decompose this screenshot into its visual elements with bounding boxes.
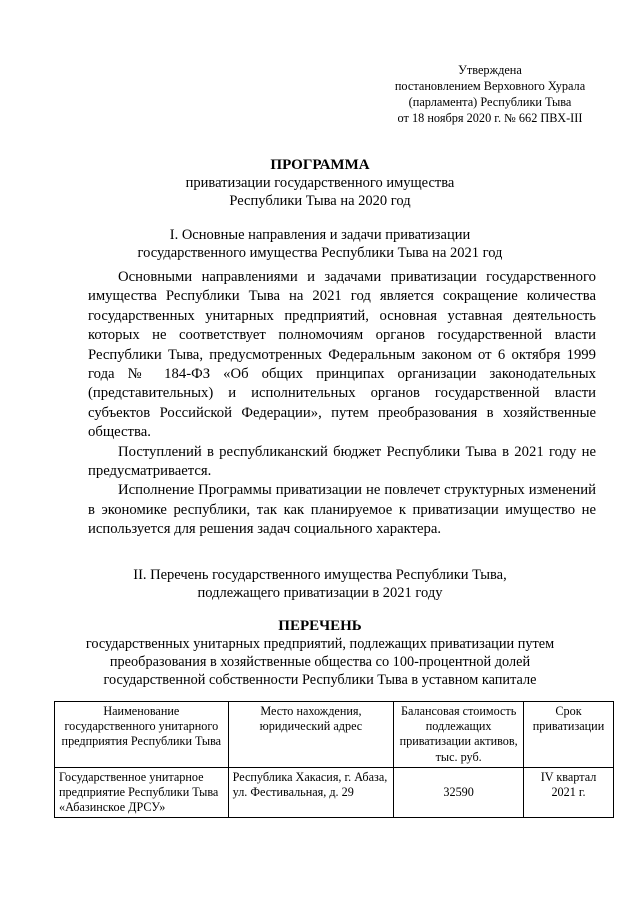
- program-subtitle: [0, 174, 640, 210]
- approval-line: от 18 ноября 2020 г. № 662 ПВХ-III: [397, 111, 583, 125]
- section1-heading: [0, 226, 640, 262]
- approval-stamp: [370, 62, 610, 126]
- section2-heading-line: II. Перечень государственного имущества Республики Тыва,: [133, 567, 507, 583]
- approval-line: постановлением Верховного Хурала: [394, 79, 586, 93]
- list-subtitle-line: государственной собственности Республики Тыва в уставном капитале: [103, 672, 537, 688]
- cell-name: Государственное унитарное предприятие Республики Тыва «Абазинское ДРСУ»: [55, 767, 229, 818]
- section2-heading: [0, 566, 640, 602]
- list-subtitle-line: государственных унитарных предприятий, подлежащих приватизации путем: [85, 636, 555, 652]
- list-subtitle: [40, 635, 600, 689]
- cell-term: IV квартал 2021 г.: [524, 767, 614, 818]
- table-row: [55, 767, 614, 818]
- cell-address: Республика Хакасия, г. Абаза, ул. Фестивальная, д. 29: [228, 767, 394, 818]
- list-subtitle-line: преобразования в хозяйственные общества со 100-процентной долей: [109, 654, 531, 670]
- column-header-term: Срок приватизации: [524, 702, 614, 768]
- table-header-row: [55, 702, 614, 768]
- approval-line: (парламента) Республики Тыва: [408, 95, 572, 109]
- cell-value: 32590: [394, 767, 524, 818]
- list-title: ПЕРЕЧЕНЬ: [278, 618, 362, 634]
- program-subtitle-line: приватизации государственного имущества: [185, 175, 455, 191]
- section2-heading-line: подлежащего приватизации в 2021 году: [197, 585, 443, 601]
- section1-body: [88, 268, 596, 540]
- column-header-name: Наименование государственного унитарного предприятия Республики Тыва: [55, 702, 229, 768]
- paragraph: Поступлений в республиканский бюджет Республики Тыва в 2021 году не предусматривается.: [88, 443, 596, 480]
- approval-line: Утверждена: [458, 63, 522, 77]
- privatization-table: [54, 701, 614, 818]
- paragraph: Исполнение Программы приватизации не повлечет структурных изменений в экономике республики, так как планируемое к приватизации имущество не используется для решения задач социального характера.: [88, 482, 596, 538]
- column-header-value: Балансовая стоимость подлежащих приватизации активов, тыс. руб.: [394, 702, 524, 768]
- program-subtitle-line: Республики Тыва на 2020 год: [229, 193, 411, 209]
- section1-heading-line: государственного имущества Республики Тыва на 2021 год: [137, 245, 503, 261]
- column-header-address: Место нахождения, юридический адрес: [228, 702, 394, 768]
- program-title: ПРОГРАММА: [270, 157, 370, 173]
- section1-heading-line: I. Основные направления и задачи приватизации: [169, 227, 471, 243]
- paragraph: Основными направлениями и задачами приватизации государственного имущества Республики Тыва на 2021 год является сокращение количества государственных унитарных предприятий, основная уставная деятельность которых не соответствует полномочиям органов государственной власти Республики Тыва, предусмотренных Федеральным законом от 6 октября 1999 года № 184-ФЗ «Об общих принципах организации законодательных (представительных) и исполнительных органов государственной власти субъектов Российской Федерации», путем преобразования в хозяйственные общества.: [88, 269, 596, 441]
